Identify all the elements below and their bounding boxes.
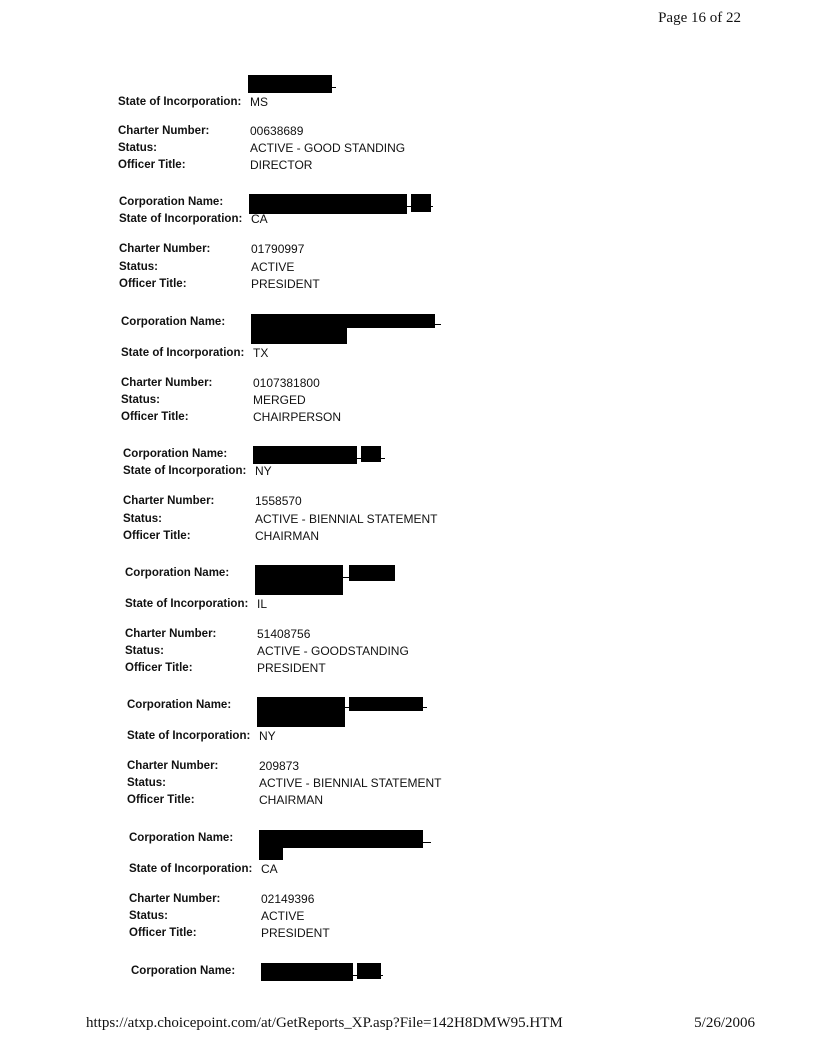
redaction-block <box>347 314 435 328</box>
status-label: Status: <box>123 513 162 525</box>
officer-label: Officer Title: <box>119 278 187 290</box>
redaction-block <box>349 697 423 711</box>
state-value: NY <box>259 729 276 743</box>
status-value: ACTIVE - GOODSTANDING <box>257 644 409 658</box>
status-value: ACTIVE - BIENNIAL STATEMENT <box>259 776 442 790</box>
status-value: MERGED <box>253 393 306 407</box>
status-label: Status: <box>121 394 160 406</box>
redaction-line <box>332 87 336 88</box>
redaction-line <box>353 975 383 976</box>
redaction-block <box>259 848 283 860</box>
charter-label: Charter Number: <box>118 125 210 137</box>
charter-value: 02149396 <box>261 892 315 906</box>
charter-label: Charter Number: <box>125 628 217 640</box>
redaction-line <box>357 458 385 459</box>
officer-label: Officer Title: <box>118 159 186 171</box>
redaction-block <box>253 446 357 464</box>
officer-value: PRESIDENT <box>257 661 326 675</box>
corporation-name-label: Corporation Name: <box>131 965 236 977</box>
redaction-block <box>357 963 381 979</box>
state-label: State of Incorporation: <box>119 213 243 225</box>
officer-value: DIRECTOR <box>250 158 313 172</box>
redaction-block <box>361 446 381 462</box>
redaction-line <box>423 842 431 843</box>
officer-value: CHAIRMAN <box>259 793 324 807</box>
charter-label: Charter Number: <box>121 377 213 389</box>
redaction-block <box>257 697 345 727</box>
officer-label: Officer Title: <box>127 794 195 806</box>
redaction-block <box>255 565 343 595</box>
page-number: Page 16 of 22 <box>658 10 741 26</box>
status-label: Status: <box>118 142 157 154</box>
redaction-block <box>349 565 395 581</box>
charter-value: 00638689 <box>250 124 304 138</box>
officer-label: Officer Title: <box>125 662 193 674</box>
state-value: NY <box>255 464 272 478</box>
charter-label: Charter Number: <box>119 243 211 255</box>
state-value: IL <box>257 597 268 611</box>
officer-value: CHAIRPERSON <box>253 410 342 424</box>
status-label: Status: <box>125 645 164 657</box>
redaction-line <box>407 206 433 207</box>
status-value: ACTIVE - BIENNIAL STATEMENT <box>255 512 438 526</box>
redaction-block <box>259 830 423 848</box>
state-label: State of Incorporation: <box>121 347 245 359</box>
state-value: TX <box>253 346 269 360</box>
charter-value: 01790997 <box>251 242 305 256</box>
state-label: State of Incorporation: <box>123 465 247 477</box>
footer-url: https://atxp.choicepoint.com/at/GetReports_XP.asp?File=142H8DMW95.HTM <box>86 1015 563 1031</box>
officer-label: Officer Title: <box>129 927 197 939</box>
charter-value: 1558570 <box>255 494 302 508</box>
redaction-line <box>347 324 441 325</box>
redaction-line <box>345 707 427 708</box>
state-label: State of Incorporation: <box>118 96 242 108</box>
corporation-name-label: Corporation Name: <box>123 448 228 460</box>
charter-value: 51408756 <box>257 627 311 641</box>
state-label: State of Incorporation: <box>125 598 249 610</box>
state-value: CA <box>261 862 278 876</box>
status-value: ACTIVE - GOOD STANDING <box>250 141 406 155</box>
charter-value: 209873 <box>259 759 300 773</box>
state-label: State of Incorporation: <box>129 863 253 875</box>
charter-value: 0107381800 <box>253 376 320 390</box>
status-label: Status: <box>119 261 158 273</box>
footer-date: 5/26/2006 <box>694 1015 755 1031</box>
redaction-block <box>411 194 431 212</box>
status-label: Status: <box>129 910 168 922</box>
charter-label: Charter Number: <box>129 893 221 905</box>
state-value: CA <box>251 212 268 226</box>
corporation-name-label: Corporation Name: <box>121 316 226 328</box>
status-label: Status: <box>127 777 166 789</box>
redaction-line <box>343 577 351 578</box>
status-value: ACTIVE <box>261 909 305 923</box>
officer-value: PRESIDENT <box>251 277 320 291</box>
corporation-name-label: Corporation Name: <box>125 567 230 579</box>
charter-label: Charter Number: <box>123 495 215 507</box>
redaction-block <box>261 963 353 981</box>
redaction-block <box>251 314 347 344</box>
redaction-block <box>248 75 332 93</box>
corporation-name-label: Corporation Name: <box>127 699 232 711</box>
corporation-name-label: Corporation Name: <box>129 832 234 844</box>
officer-label: Officer Title: <box>123 530 191 542</box>
officer-label: Officer Title: <box>121 411 189 423</box>
redaction-block <box>249 194 407 214</box>
charter-label: Charter Number: <box>127 760 219 772</box>
officer-value: PRESIDENT <box>261 926 330 940</box>
state-label: State of Incorporation: <box>127 730 251 742</box>
officer-value: CHAIRMAN <box>255 529 320 543</box>
corporation-name-label: Corporation Name: <box>119 196 224 208</box>
status-value: ACTIVE <box>251 260 295 274</box>
state-value: MS <box>250 95 268 109</box>
